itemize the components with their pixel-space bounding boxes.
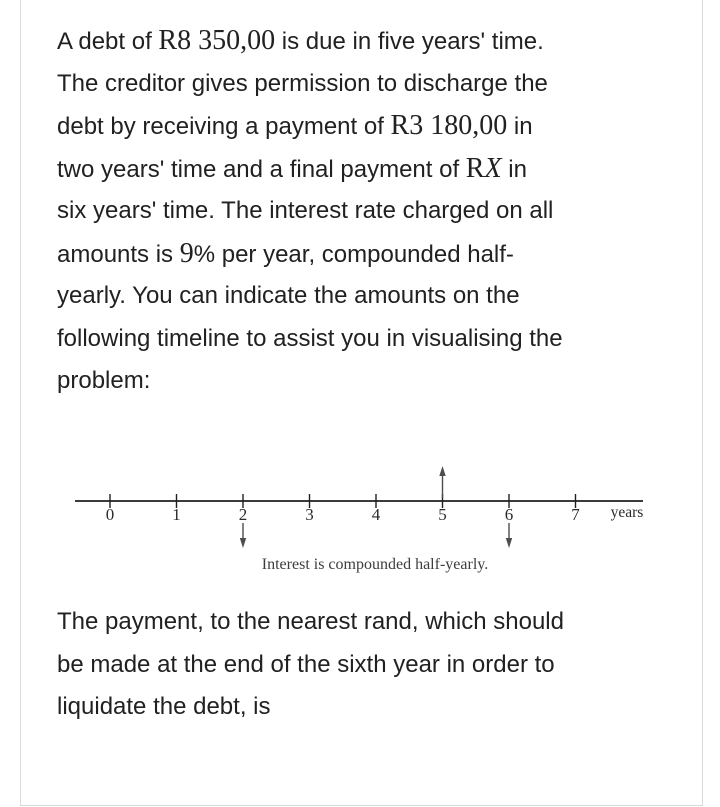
math-segment: R8 350,00 (158, 25, 276, 56)
tick-label: 0 (105, 505, 115, 524)
text-line (57, 233, 563, 276)
text-segment: is due in five years' time. (275, 28, 544, 55)
tick-label: 7 (571, 505, 580, 524)
tick-label: 2 (238, 505, 248, 524)
content-panel (20, 0, 703, 806)
text-segment: The payment, to the nearest rand, which should (57, 608, 564, 635)
text-line (57, 644, 564, 687)
tick-label: 5 (438, 505, 447, 524)
text-line (57, 190, 563, 233)
tick-label: 4 (371, 505, 381, 524)
math-segment: X (484, 152, 502, 184)
text-segment: six years' time. The interest rate charged on all (57, 197, 554, 224)
math-segment: R (465, 152, 485, 184)
text-line (57, 601, 564, 644)
text-segment: The creditor gives permission to discharge the (57, 69, 548, 97)
text-line (57, 63, 563, 106)
text-segment: two years' time and a final payment of (57, 155, 466, 183)
text-segment: following timeline to assist you in visualising the (57, 324, 563, 352)
down-arrow-head (240, 538, 246, 548)
text-line (57, 105, 563, 148)
text-segment: % per year, compounded half- (193, 240, 514, 268)
figure-caption: Interest is compounded half-yearly. (261, 556, 489, 573)
question-text (57, 601, 564, 729)
text-line (57, 686, 564, 729)
up-arrow-head (439, 466, 445, 476)
text-segment: yearly. You can indicate the amounts on the (57, 282, 520, 309)
text-segment: problem: (57, 367, 151, 394)
text-segment: amounts is (57, 240, 180, 268)
text-line (57, 360, 563, 403)
text-segment: liquidate the debt, is (57, 693, 271, 720)
timeline-diagram (40, 453, 700, 588)
text-segment: in (501, 155, 527, 183)
text-line (57, 318, 563, 361)
text-segment: debt by receiving a payment of (57, 113, 391, 140)
math-segment: R3 180,00 (390, 110, 508, 141)
text-line (57, 148, 563, 191)
axis-unit-label: years (610, 504, 644, 521)
tick-label: 6 (504, 505, 514, 524)
text-line (57, 20, 563, 63)
tick-label: 3 (305, 505, 314, 524)
text-segment: A debt of (57, 28, 159, 55)
text-segment: be made at the end of the sixth year in order to (57, 650, 555, 678)
problem-statement (57, 20, 563, 403)
tick-label: 1 (172, 505, 181, 524)
down-arrow-head (506, 538, 512, 548)
text-line (57, 275, 563, 318)
math-segment: 9 (179, 237, 194, 269)
text-segment: in (507, 113, 533, 140)
